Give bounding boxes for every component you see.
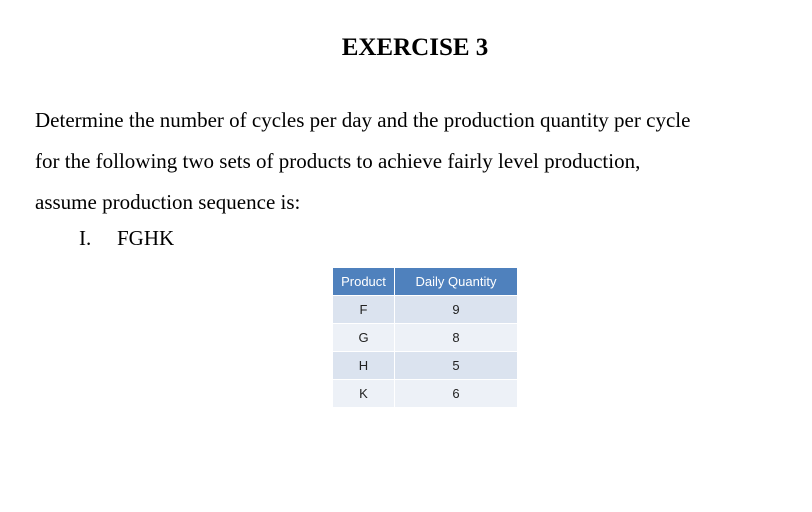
column-header-product: Product — [333, 268, 395, 296]
product-cell: K — [333, 380, 395, 408]
paragraph-line: Determine the number of cycles per day and the production quantity per cycle — [35, 108, 691, 132]
table-row — [333, 380, 517, 408]
daily-quantity-table — [333, 268, 517, 407]
table-row — [333, 352, 517, 380]
quantity-cell: 6 — [395, 380, 518, 408]
paragraph-line: for the following two sets of products to achieve fairly level production, — [35, 149, 641, 173]
table-row — [333, 324, 517, 352]
quantity-cell: 8 — [395, 324, 518, 352]
list-item — [79, 226, 174, 251]
quantity-cell: 9 — [395, 296, 518, 324]
table-header-row — [333, 268, 517, 296]
table-row — [333, 296, 517, 324]
list-item-number: I. — [79, 226, 92, 250]
paragraph-line: assume production sequence is: — [35, 190, 301, 214]
exercise-title: EXERCISE 3 — [341, 34, 489, 61]
product-cell: F — [333, 296, 395, 324]
product-cell: H — [333, 352, 395, 380]
instruction-paragraph — [35, 100, 795, 223]
quantity-cell: 5 — [395, 352, 518, 380]
product-cell: G — [333, 324, 395, 352]
list-item-text: FGHK — [117, 226, 175, 250]
column-header-daily-quantity: Daily Quantity — [395, 268, 518, 296]
